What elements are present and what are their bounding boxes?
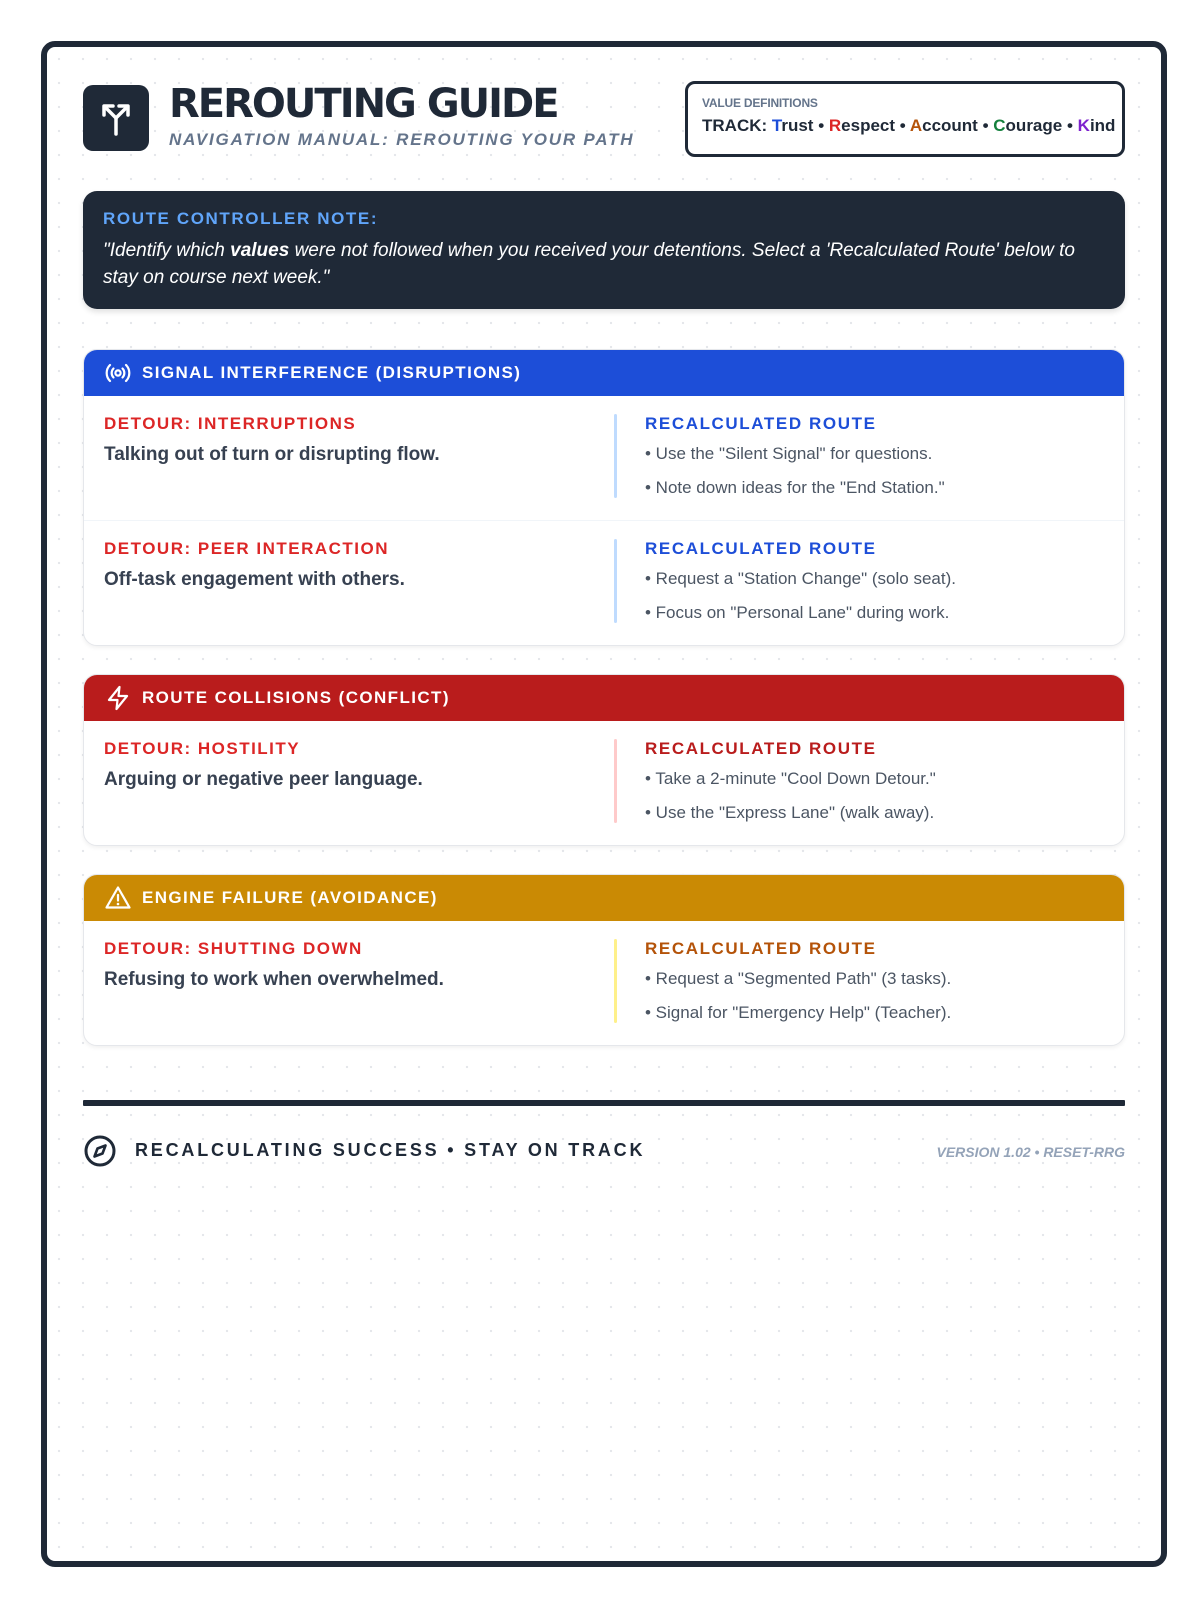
- detour-column: [104, 539, 614, 623]
- detour-column: [104, 739, 614, 823]
- value-initial: R: [828, 116, 842, 135]
- footer-divider: [83, 1100, 1125, 1106]
- behavior-section: [83, 349, 1125, 646]
- behavior-section: [83, 874, 1125, 1046]
- detour-label: DETOUR: SHUTTING DOWN: [104, 939, 363, 958]
- section-header: [84, 675, 1124, 721]
- recalculated-route-column: [645, 539, 1104, 623]
- column-divider: [614, 414, 617, 498]
- detour-label: DETOUR: INTERRUPTIONS: [104, 414, 357, 433]
- detour-label: DETOUR: HOSTILITY: [104, 739, 301, 758]
- route-bullet: • Note down ideas for the "End Station.": [645, 478, 945, 497]
- value-initial: C: [993, 116, 1006, 135]
- column-divider: [614, 939, 617, 1023]
- recalculated-route-column: [645, 939, 1104, 1023]
- lightning-bolt-icon: [104, 684, 132, 712]
- recalculated-route-label: RECALCULATED ROUTE: [645, 739, 877, 758]
- value-word: [1078, 116, 1116, 135]
- value-definitions-label: VALUE DEFINITIONS: [702, 96, 818, 110]
- recalculated-route-label: RECALCULATED ROUTE: [645, 939, 877, 958]
- section-title: ROUTE COLLISIONS (CONFLICT): [142, 688, 450, 707]
- value-separator: •: [899, 116, 906, 135]
- page-subtitle: NAVIGATION MANUAL: REROUTING YOUR PATH: [169, 130, 635, 149]
- section-title: ENGINE FAILURE (AVOIDANCE): [142, 888, 438, 907]
- recalculated-route-label: RECALCULATED ROUTE: [645, 539, 877, 558]
- column-divider: [614, 739, 617, 823]
- value-word: [829, 116, 895, 135]
- section-header: [84, 350, 1124, 396]
- footer: [83, 1130, 1125, 1190]
- route-bullet: • Focus on "Personal Lane" during work.: [645, 603, 950, 622]
- track-values-line: [702, 116, 1116, 136]
- section-header: [84, 875, 1124, 921]
- route-bullet: • Signal for "Emergency Help" (Teacher).: [645, 1003, 952, 1022]
- value-rest: ccount: [922, 116, 978, 135]
- value-initial: A: [909, 116, 923, 135]
- footer-slogan: RECALCULATING SUCCESS • STAY ON TRACK: [135, 1140, 646, 1160]
- value-word: [910, 116, 978, 135]
- header: [83, 81, 1125, 161]
- value-initial: T: [771, 116, 782, 135]
- value-rest: ourage: [1005, 116, 1063, 135]
- note-text: [103, 237, 1105, 291]
- note-text-after: were not followed when you received your detentions. Select a 'Recalculated Route' below to stay on course next week.": [103, 240, 1075, 288]
- value-rest: rust: [781, 116, 814, 135]
- value-rest: espect: [841, 116, 896, 135]
- route-bullet: • Take a 2-minute "Cool Down Detour.": [645, 769, 936, 788]
- detour-description: Off-task engagement with others.: [104, 569, 405, 590]
- route-controller-note: [83, 191, 1125, 309]
- compass-icon: [83, 1134, 117, 1168]
- sections-container: [83, 349, 1125, 1046]
- warning-triangle-icon: [104, 884, 132, 912]
- behavior-section: [83, 674, 1125, 846]
- value-separator: •: [818, 116, 825, 135]
- detour-column: [104, 414, 614, 498]
- detour-row: [84, 721, 1124, 845]
- value-initial: K: [1077, 116, 1090, 135]
- recalculated-route-label: RECALCULATED ROUTE: [645, 414, 877, 433]
- recalculated-route-column: [645, 739, 1104, 823]
- note-label: ROUTE CONTROLLER NOTE:: [103, 209, 379, 228]
- value-separator: •: [1066, 116, 1073, 135]
- detour-description: Refusing to work when overwhelmed.: [104, 969, 444, 990]
- column-divider: [614, 539, 617, 623]
- version-label: VERSION 1.02 • RESET-RRG: [936, 1144, 1125, 1160]
- detour-column: [104, 939, 614, 1023]
- value-rest: ind: [1089, 116, 1116, 135]
- recalculated-route-column: [645, 414, 1104, 498]
- signal-broadcast-icon: [104, 359, 132, 387]
- page-content: [83, 81, 1125, 1190]
- detour-label: DETOUR: PEER INTERACTION: [104, 539, 390, 558]
- detour-description: Talking out of turn or disrupting flow.: [104, 444, 440, 465]
- value-definitions-box: [685, 81, 1125, 157]
- route-bullet: • Request a "Station Change" (solo seat).: [645, 569, 956, 588]
- section-title: SIGNAL INTERFERENCE (DISRUPTIONS): [142, 363, 522, 382]
- route-bullet: • Use the "Silent Signal" for questions.: [645, 444, 933, 463]
- detour-row: [84, 921, 1124, 1045]
- route-bullet: • Use the "Express Lane" (walk away).: [645, 803, 935, 822]
- page-title: REROUTING GUIDE: [169, 81, 558, 127]
- detour-description: Arguing or negative peer language.: [104, 769, 423, 790]
- value-word: [772, 116, 814, 135]
- route-split-icon: [83, 85, 149, 151]
- detour-row: [84, 520, 1124, 645]
- route-bullet: • Request a "Segmented Path" (3 tasks).: [645, 969, 952, 988]
- note-text-bold: values: [230, 240, 290, 261]
- value-separator: •: [982, 116, 989, 135]
- worksheet-page: [41, 41, 1167, 1567]
- track-prefix: TRACK:: [702, 116, 768, 135]
- value-word: [993, 116, 1062, 135]
- detour-row: [84, 396, 1124, 520]
- note-text-before: "Identify which: [103, 240, 231, 261]
